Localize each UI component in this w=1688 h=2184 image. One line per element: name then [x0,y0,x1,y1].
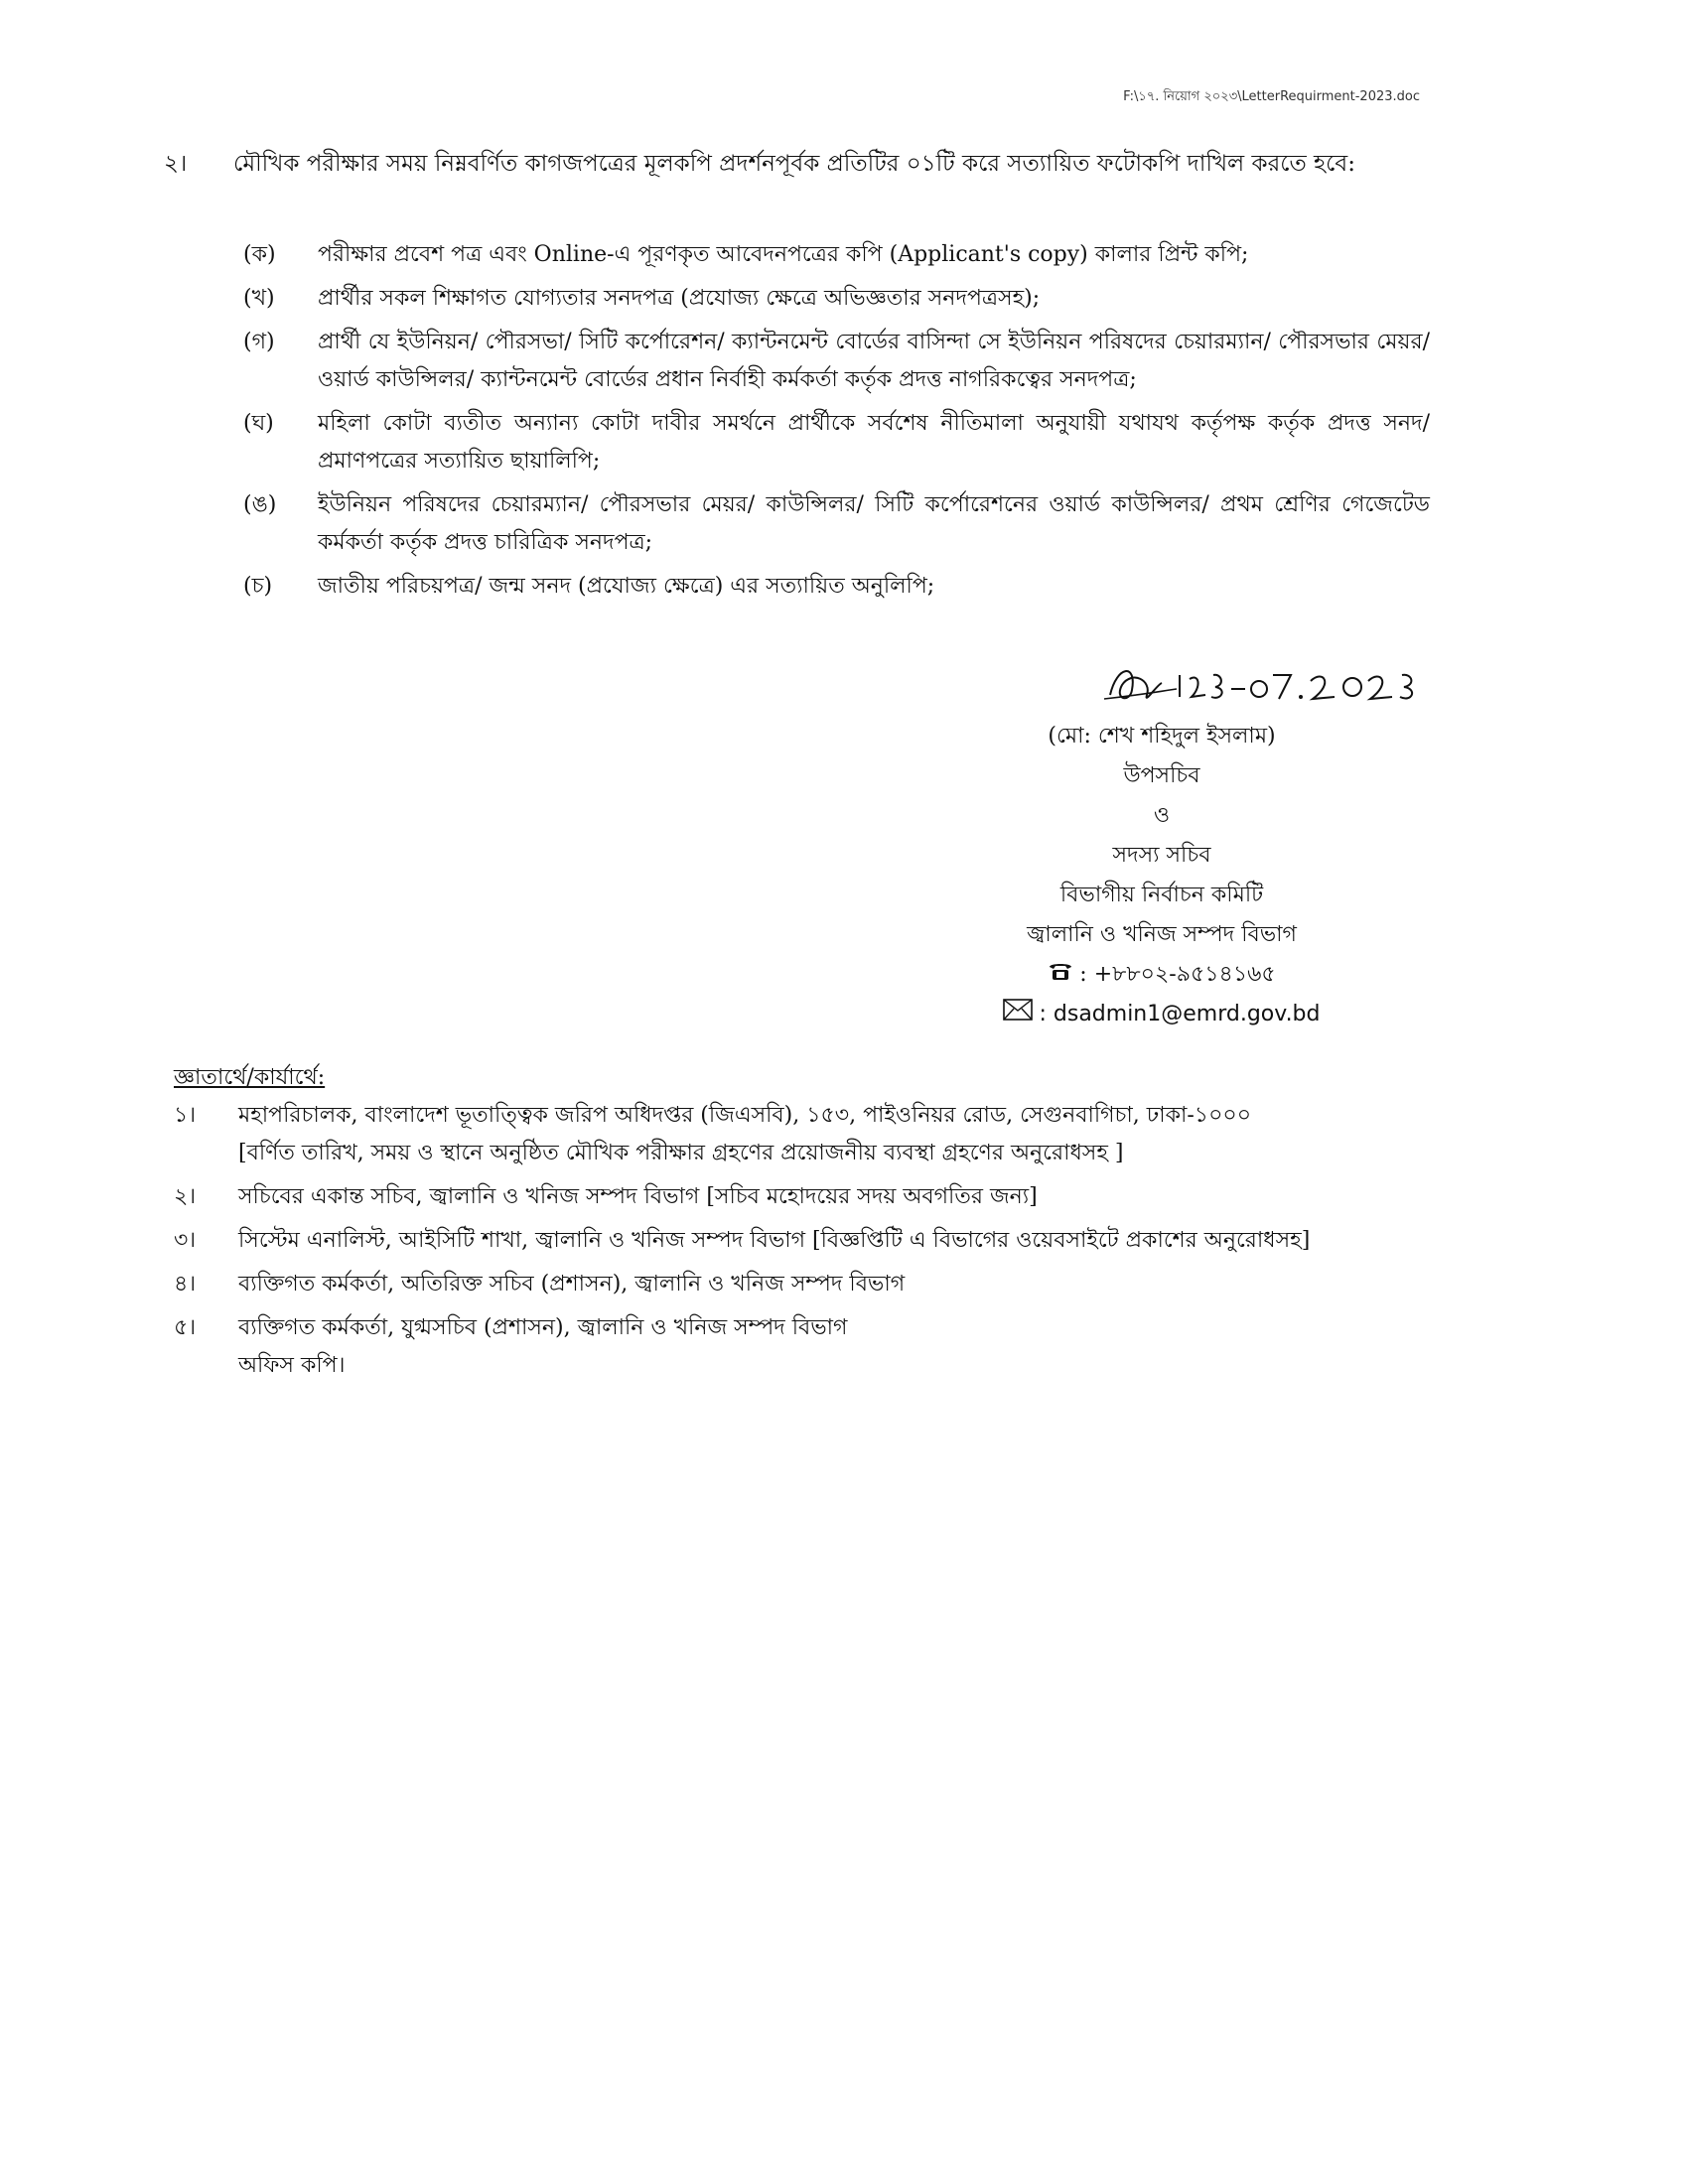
item-marker: (চ) [243,574,273,599]
phone-line [953,955,1370,995]
item-text: মহাপরিচালক, বাংলাদেশ ভূতাত্ত্বিক জরিপ অধিদপ্তর (জিএসবি), ১৫৩, পাইওনিয়র রোড, সেগুনবাগিচা, ঢাকা-১০০০ [238,1103,1251,1128]
item-marker: (ক) [243,242,276,267]
list-item [243,568,1430,606]
phone-number: : +৮৮০২-৯৫১৪১৬৫ [1079,962,1276,987]
list-item [174,1178,1435,1216]
signatory-role: সদস্য সচিব [1112,843,1211,868]
email-address: : dsadmin1@emrd.gov.bd [1039,1002,1321,1026]
item-note: [বর্ণিত তারিখ, সময় ও স্থানে অনুষ্ঠিত মৌখিক পরীক্ষার গ্রহণের প্রয়োজনীয় ব্যবস্থা গ্রহণের অনুরোধসহ ] [238,1141,1124,1165]
item-marker: ৩। [174,1228,197,1253]
item-marker: ২। [174,1184,197,1209]
list-item [243,405,1430,480]
item-text: ব্যক্তিগত কর্মকর্তা, অতিরিক্ত সচিব (প্রশাসন), জ্বালানি ও খনিজ সম্পদ বিভাগ [238,1272,906,1297]
item-marker: ৫। [174,1315,197,1340]
item-text: ইউনিয়ন পরিষদের চেয়ারম্যান/ পৌরসভার মেয়র/ কাউন্সিলর/ সিটি কর্পোরেশনের ওয়ার্ড কাউন্সিলর/ প্রথম শ্রেণির গেজেটেড কর্মকর্তা কর্তৃক প্রদত্ত চারিত্রিক সনদপত্র; [318,492,1430,555]
item-marker: ৪। [174,1272,197,1297]
section-2-intro [164,144,1425,184]
item-marker: (খ) [243,286,275,311]
item-text: সচিবের একান্ত সচিব, জ্বালানি ও খনিজ সম্পদ বিভাগ [সচিব মহোদয়ের সদয় অবগতির জন্য] [238,1184,1038,1209]
item-marker: ১। [174,1103,197,1128]
item-text: প্রার্থী যে ইউনিয়ন/ পৌরসভা/ সিটি কর্পোরেশন/ ক্যান্টনমেন্ট বোর্ডের বাসিন্দা সে ইউনিয়ন পরিষদের চেয়ারম্যান/ পৌরসভার মেয়র/ ওয়ার্ড কাউন্সিলর/ ক্যান্টনমেন্ট বোর্ডের প্রধান নির্বাহী কর্মকর্তা কর্তৃক প্রদত্ত নাগরিকত্বের সনদপত্র; [318,330,1430,392]
item-marker: (ঙ) [243,492,277,517]
required-documents-list [243,236,1430,612]
section-2-intro-text: মৌখিক পরীক্ষার সময় নিম্নবর্ণিত কাগজপত্রের মূলকপি প্রদর্শনপূর্বক প্রতিটির ০১টি করে সত্যায়িত ফটোকপি দাখিল করতে হবে: [233,151,1355,177]
item-text: সিস্টেম এনালিস্ট, আইসিটি শাখা, জ্বালানি ও খনিজ সম্পদ বিভাগ [বিজ্ঞপ্তিটি এ বিভাগের ওয়েবসাইটে প্রকাশের অনুরোধসহ] [238,1228,1311,1253]
file-path-header: F:\১৭. নিয়োগ ২০২৩\LetterRequirment-2023.doc [1123,89,1420,104]
item-text: জাতীয় পরিচয়পত্র/ জন্ম সনদ (প্রযোজ্য ক্ষেত্রে) এর সত্যায়িত অনুলিপি; [318,574,935,599]
item-text: পরীক্ষার প্রবেশ পত্র এবং Online-এ পূরণকৃত আবেদনপত্রের কপি (Applicant's copy) কালার প্রিন্ট কপি; [318,242,1249,267]
distribution-heading: জ্ঞাতার্থে/কার্যার্থে: [174,1065,326,1090]
item-marker: (ঘ) [243,411,274,436]
item-text: প্রার্থীর সকল শিক্ষাগত যোগ্যতার সনদপত্র (প্রযোজ্য ক্ষেত্রে অভিজ্ঞতার সনদপত্রসহ); [318,286,1041,311]
section-2-number: ২। [164,151,188,177]
telephone-icon [1048,955,1073,995]
email-line [953,995,1370,1034]
list-item [243,280,1430,318]
signatory-designation: উপসচিব [1123,763,1200,788]
list-item [174,1266,1435,1303]
committee-name: বিভাগীয় নির্বাচন কমিটি [1059,883,1264,907]
list-item [174,1309,1435,1385]
item-note: অফিস কপি। [238,1353,346,1378]
list-item [243,236,1430,274]
list-item [243,486,1430,562]
signature-block [953,655,1370,1034]
list-item [174,1222,1435,1260]
conjunction: ও [1153,803,1171,828]
distribution-list [174,1097,1435,1391]
division-name: জ্বালানি ও খনিজ সম্পদ বিভাগ [1027,922,1297,947]
item-text: মহিলা কোটা ব্যতীত অন্যান্য কোটা দাবীর সমর্থনে প্রার্থীকে সর্বশেষ নীতিমালা অনুযায়ী যথাযথ কর্তৃপক্ষ কর্তৃক প্রদত্ত সনদ/প্রমাণপত্রের সত্যায়িত ছায়ালিপি; [318,411,1430,474]
list-item [243,324,1430,399]
list-item [174,1097,1435,1172]
item-marker: (গ) [243,330,275,354]
envelope-icon [1003,995,1033,1034]
item-text: ব্যক্তিগত কর্মকর্তা, যুগ্মসচিব (প্রশাসন), জ্বালানি ও খনিজ সম্পদ বিভাগ [238,1315,848,1340]
signatory-name: (মো: শেখ শহিদুল ইসলাম) [1048,724,1276,749]
